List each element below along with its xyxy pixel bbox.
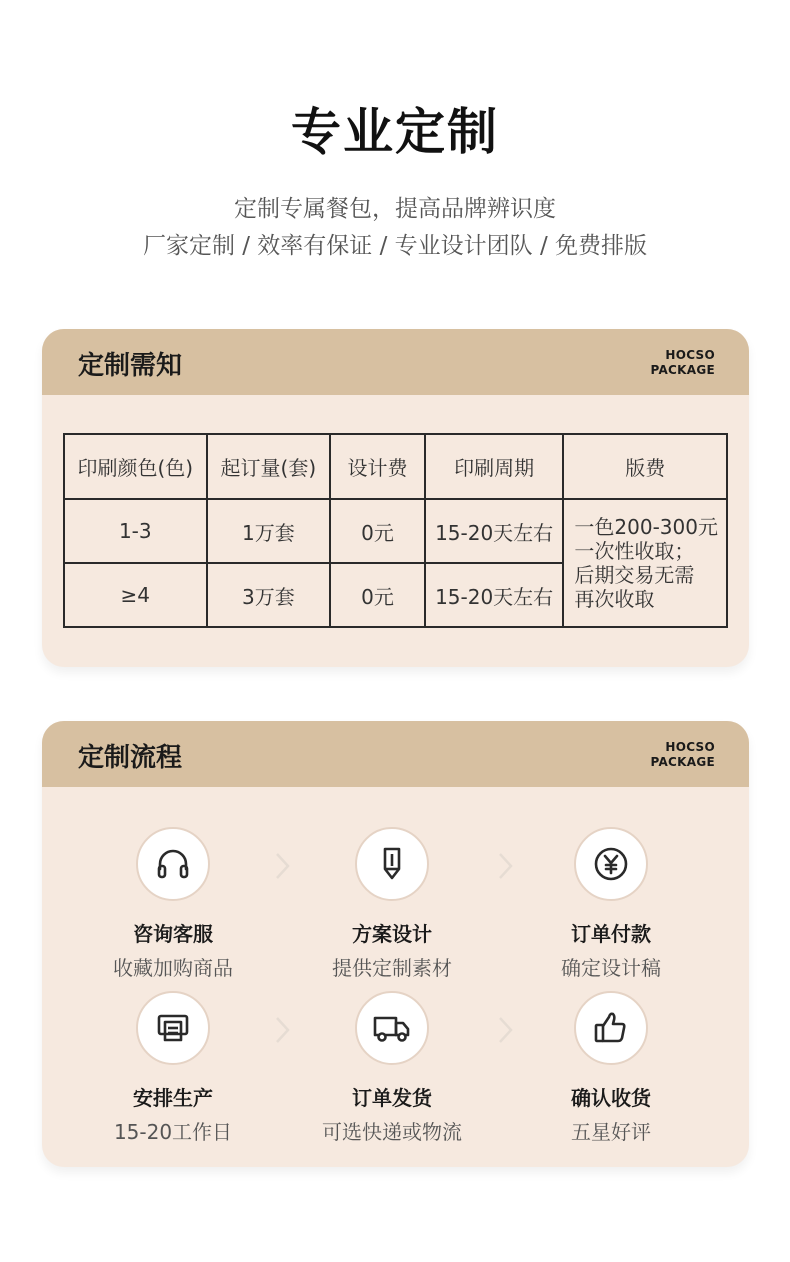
truck-icon bbox=[371, 1008, 413, 1048]
step-title: 方案设计 bbox=[352, 922, 432, 946]
plate-fee-line: 一次性收取； bbox=[574, 539, 695, 563]
subtitle-line-1: 定制专属餐包，提高品牌辨识度 bbox=[234, 196, 556, 222]
step-title: 确认收货 bbox=[571, 1086, 651, 1110]
brand-line-2: PACKAGE bbox=[650, 363, 715, 377]
process-card bbox=[42, 721, 749, 1167]
table-row bbox=[64, 499, 727, 563]
brand-line-2: PACKAGE bbox=[650, 755, 715, 769]
step-icon-circle bbox=[574, 991, 648, 1065]
notice-card bbox=[42, 329, 749, 667]
thumbs-up-icon bbox=[591, 1008, 631, 1048]
process-step-design bbox=[282, 827, 502, 981]
table-cell-plate-fee bbox=[563, 499, 727, 627]
table-cell-colors: ≥4 bbox=[64, 563, 207, 627]
step-icon-circle bbox=[574, 827, 648, 901]
brand-line-1: HOCSO bbox=[665, 348, 715, 362]
table-cell-design-fee: 0元 bbox=[330, 563, 425, 627]
notice-card-header bbox=[42, 329, 749, 395]
step-icon-circle bbox=[355, 991, 429, 1065]
process-step-receipt bbox=[501, 991, 721, 1145]
process-step-shipping bbox=[282, 991, 502, 1145]
step-desc: 收藏加购商品 bbox=[113, 956, 233, 980]
plate-fee-line: 一色200-300元 bbox=[574, 515, 718, 539]
brand-logo bbox=[650, 740, 715, 770]
yen-coin-icon bbox=[591, 844, 631, 884]
table-header-cell: 设计费 bbox=[330, 434, 425, 499]
process-step-payment bbox=[501, 827, 721, 981]
table-cell-moq: 1万套 bbox=[207, 499, 331, 563]
headset-icon bbox=[153, 844, 193, 884]
process-card-title: 定制流程 bbox=[78, 743, 183, 773]
table-cell-cycle: 15-20天左右 bbox=[425, 563, 564, 627]
step-icon-circle bbox=[355, 827, 429, 901]
step-title: 咨询客服 bbox=[133, 922, 213, 946]
plate-fee-line: 再次收取 bbox=[574, 587, 655, 611]
step-title: 订单付款 bbox=[571, 922, 651, 946]
step-icon-circle bbox=[136, 991, 210, 1065]
table-header-cell: 起订量(套) bbox=[207, 434, 331, 499]
step-desc: 可选快递或物流 bbox=[322, 1120, 462, 1144]
process-step-production bbox=[63, 991, 283, 1145]
table-cell-colors: 1-3 bbox=[64, 499, 207, 563]
page-title: 专业定制 bbox=[291, 103, 499, 161]
table-header-row bbox=[64, 434, 727, 499]
notice-card-title: 定制需知 bbox=[78, 351, 183, 381]
brand-line-1: HOCSO bbox=[665, 740, 715, 754]
table-header-cell: 印刷周期 bbox=[425, 434, 564, 499]
table-header-cell: 印刷颜色(色) bbox=[64, 434, 207, 499]
table-header-cell: 版费 bbox=[563, 434, 727, 499]
table-cell-cycle: 15-20天左右 bbox=[425, 499, 564, 563]
step-desc: 五星好评 bbox=[571, 1120, 651, 1144]
brand-logo bbox=[650, 348, 715, 378]
process-step-consult bbox=[63, 827, 283, 981]
subtitle-line-2: 厂家定制 / 效率有保证 / 专业设计团队 / 免费排版 bbox=[142, 233, 648, 259]
pen-icon bbox=[372, 844, 412, 884]
table-cell-design-fee: 0元 bbox=[330, 499, 425, 563]
table-cell-moq: 3万套 bbox=[207, 563, 331, 627]
step-title: 订单发货 bbox=[352, 1086, 432, 1110]
process-card-header bbox=[42, 721, 749, 787]
step-title: 安排生产 bbox=[133, 1086, 213, 1110]
step-desc: 确定设计稿 bbox=[561, 956, 661, 980]
spec-table bbox=[63, 433, 728, 628]
step-desc: 15-20工作日 bbox=[113, 1120, 233, 1144]
step-desc: 提供定制素材 bbox=[332, 956, 452, 980]
plate-fee-line: 后期交易无需 bbox=[574, 563, 695, 587]
printer-icon bbox=[153, 1008, 193, 1048]
step-icon-circle bbox=[136, 827, 210, 901]
